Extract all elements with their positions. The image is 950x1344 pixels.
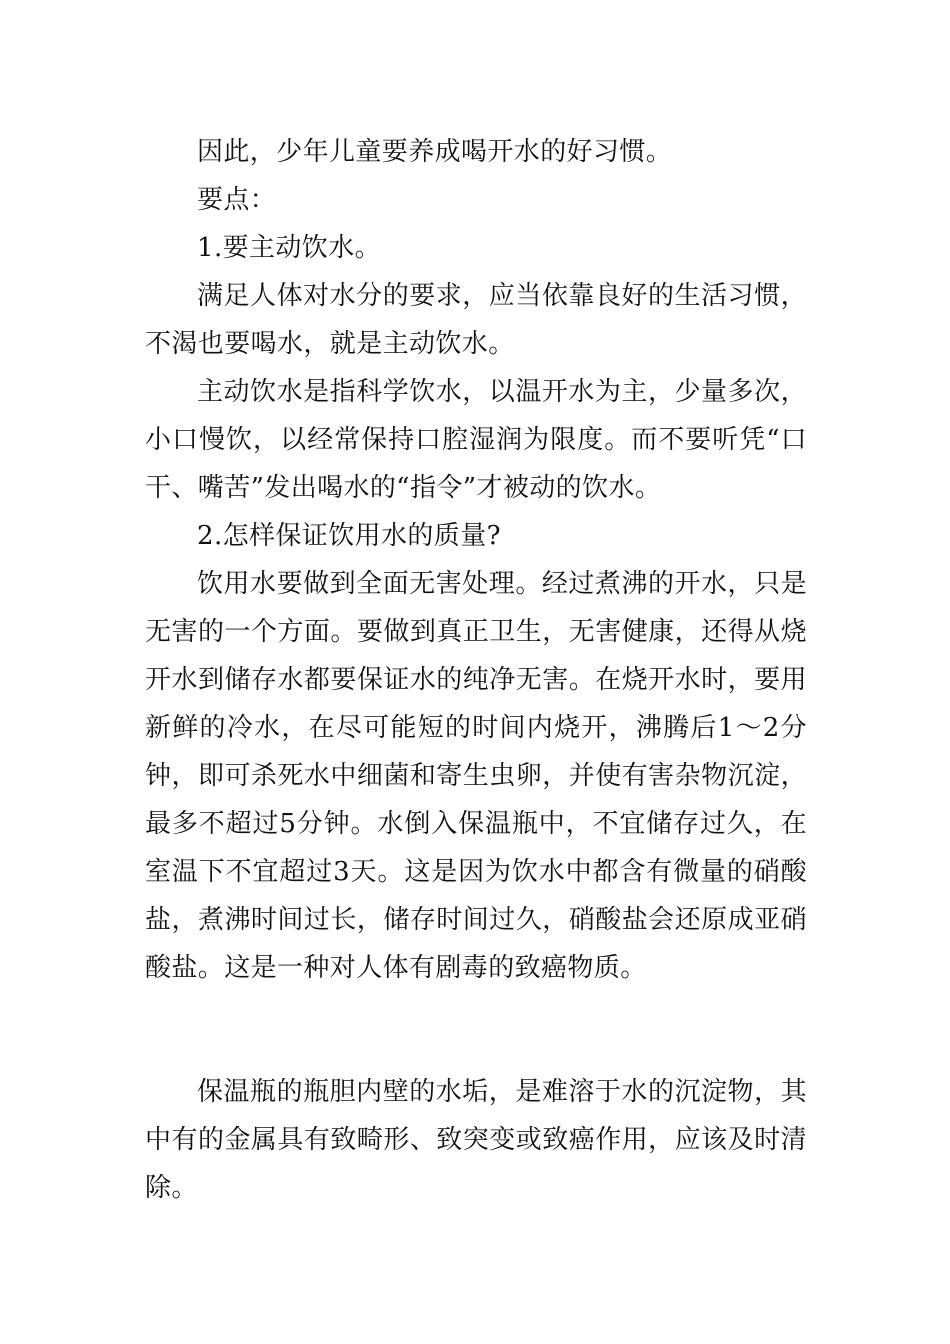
paragraph-scale-note: 保温瓶的瓶胆内壁的水垢，是难溶于水的沉淀物，其中有的金属具有致畸形、致突变或致癌作用，应该及时清除。	[145, 1077, 807, 1203]
paragraph-point-2-heading: 2.怎样保证饮用水的质量?	[197, 521, 501, 551]
paragraph-point-1-heading: 1.要主动饮水。	[197, 233, 382, 263]
paragraph-point-1-body-b: 主动饮水是指科学饮水，以温开水为主，少量多次，小口慢饮，以经常保持口腔湿润为限度。而不要听凭“口干、嘴苦”发出喝水的“指令”才被动的饮水。	[145, 377, 807, 503]
paragraph-spacer	[145, 992, 807, 1068]
paragraph-conclusion: 因此，少年儿童要养成喝开水的好习惯。	[197, 137, 673, 167]
paragraph-point-2-body: 饮用水要做到全面无害处理。经过煮沸的开水，只是无害的一个方面。要做到真正卫生，无害健康，还得从烧开水到储存水都要保证水的纯净无害。在烧开水时，要用新鲜的冷水，在尽可能短的时间内烧开，沸腾后1～2分钟，即可杀死水中细菌和寄生虫卵，并使有害杂物沉淀，最多不超过5分钟。水倒入保温瓶中，不宜储存过久，在室温下不宜超过3天。这是因为饮水中都含有微量的硝酸盐，煮沸时间过长，储存时间过久，硝酸盐会还原成亚硝酸盐。这是一种对人体有剧毒的致癌物质。	[145, 569, 807, 983]
paragraph-key-points-heading: 要点：	[197, 185, 277, 215]
document-body	[145, 128, 807, 1212]
paragraph-point-1-body-a: 满足人体对水分的要求，应当依靠良好的生活习惯，不渴也要喝水，就是主动饮水。	[145, 281, 807, 359]
